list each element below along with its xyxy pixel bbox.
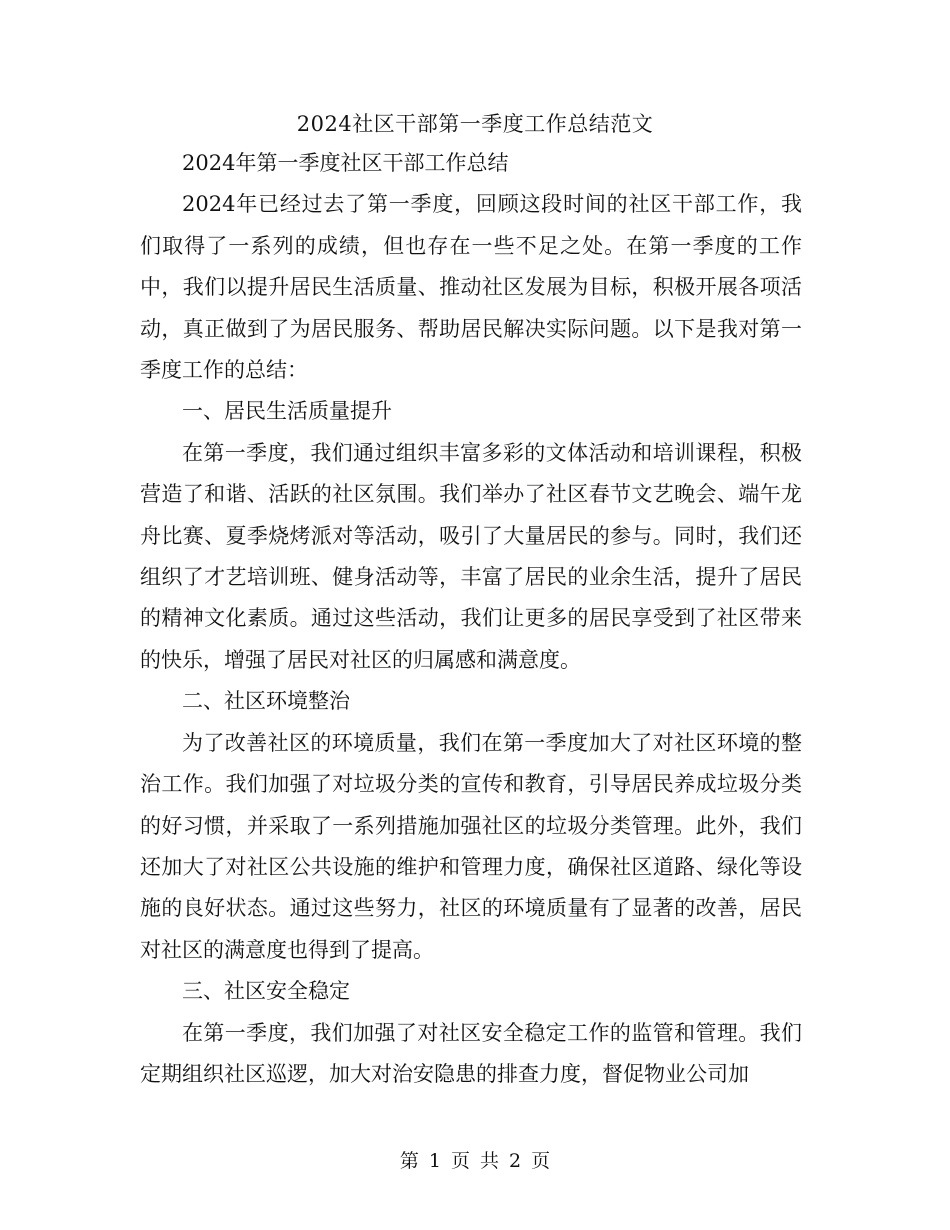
document-body <box>140 143 802 1095</box>
intro-paragraph: 2024年已经过去了第一季度，回顾这段时间的社区干部工作，我们取得了一系列的成绩，但也存在一些不足之处。在第一季度的工作中，我们以提升居民生活质量、推动社区发展为目标，积极开展各项活动，真正做到了为居民服务、帮助居民解决实际问题。以下是我对第一季度工作的总结： <box>140 192 802 383</box>
page-footer: 第 1 页 共 2 页 <box>399 1150 551 1172</box>
section-heading-3: 三、社区安全稳定 <box>182 979 350 1004</box>
section-3-paragraph: 在第一季度，我们加强了对社区安全稳定工作的监管和管理。我们定期组织社区巡逻，加大对治安隐患的排查力度，督促物业公司加 <box>140 1020 802 1086</box>
section-heading-2: 二、社区环境整治 <box>182 689 350 714</box>
section-heading-1: 一、居民生活质量提升 <box>182 399 392 424</box>
section-1-paragraph: 在第一季度，我们通过组织丰富多彩的文体活动和培训课程，积极营造了和谐、活跃的社区氛围。我们举办了社区春节文艺晚会、端午龙舟比赛、夏季烧烤派对等活动，吸引了大量居民的参与。同时，我们还组织了才艺培训班、健身活动等，丰富了居民的业余生活，提升了居民的精神文化素质。通过这些活动，我们让更多的居民享受到了社区带来的快乐，增强了居民对社区的归属感和满意度。 <box>140 440 802 672</box>
document-title: 2024社区干部第一季度工作总结范文 <box>296 112 654 136</box>
section-2-paragraph: 为了改善社区的环境质量，我们在第一季度加大了对社区环境的整治工作。我们加强了对垃圾分类的宣传和教育，引导居民养成垃圾分类的好习惯，并采取了一系列措施加强社区的垃圾分类管理。此外，我们还加大了对社区公共设施的维护和管理力度，确保社区道路、绿化等设施的良好状态。通过这些努力，社区的环境质量有了显著的改善，居民对社区的满意度也得到了提高。 <box>140 730 802 962</box>
subtitle-paragraph: 2024年第一季度社区干部工作总结 <box>182 151 509 175</box>
